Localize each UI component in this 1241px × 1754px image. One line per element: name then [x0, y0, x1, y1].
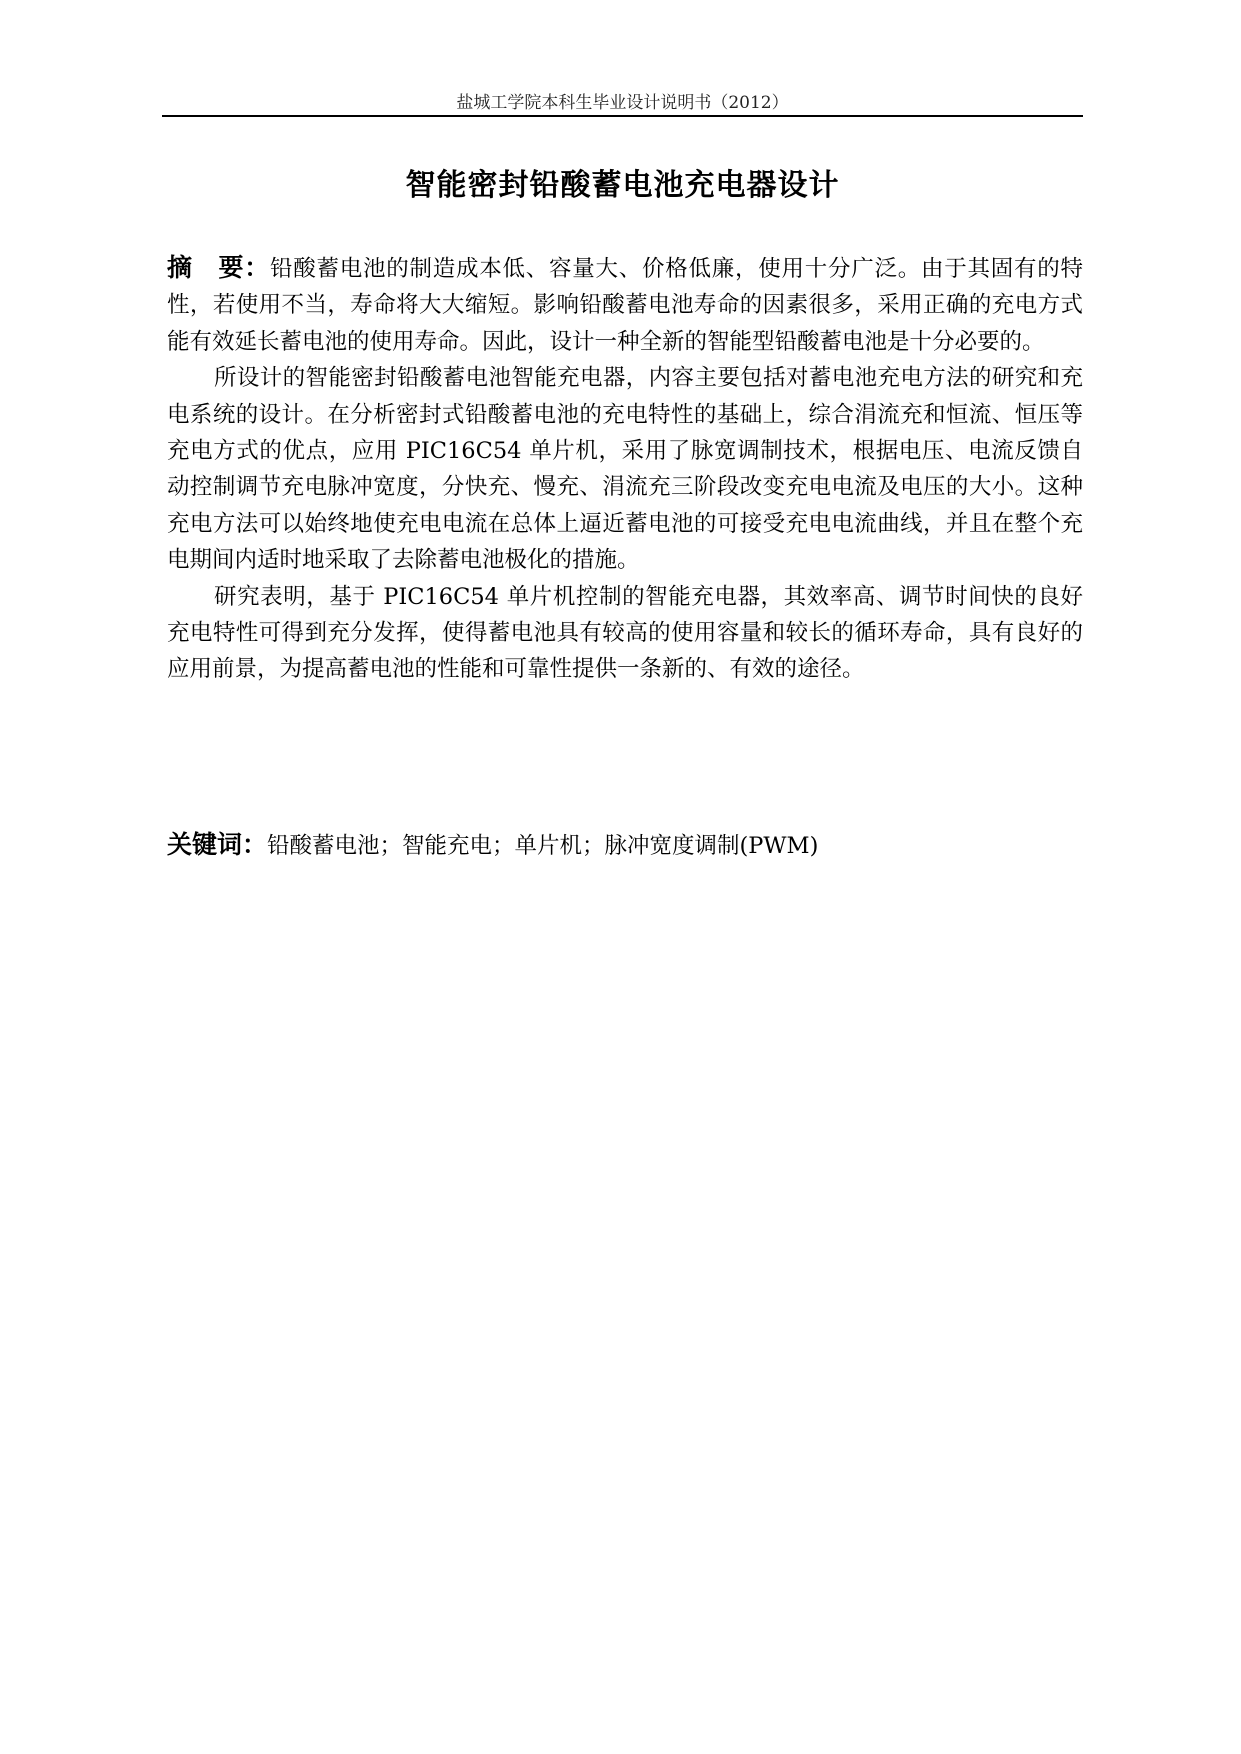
keywords-text: 铅酸蓄电池；智能充电；单片机；脉冲宽度调制(PWM): [267, 833, 819, 859]
abstract-text-1: 铅酸蓄电池的制造成本低、容量大、价格低廉，使用十分广泛。由于其固有的特性，若使用不当，寿命将大大缩短。影响铅酸蓄电池寿命的因素很多，采用正确的充电方式能有效延长蓄电池的使用寿命。因此，设计一种全新的智能型铅酸蓄电池是十分必要的。: [167, 256, 1083, 355]
running-header: 盐城工学院本科生毕业设计说明书（2012）: [456, 93, 789, 113]
abstract-paragraph-1: [167, 250, 1083, 360]
header-divider: [162, 115, 1083, 117]
abstract-paragraph-2: 所设计的智能密封铅酸蓄电池智能充电器，内容主要包括对蓄电池充电方法的研究和充电系统的设计。在分析密封式铅酸蓄电池的充电特性的基础上，综合涓流充和恒流、恒压等充电方式的优点，应用 PIC16C54 单片机，采用了脉宽调制技术，根据电压、电流反馈自动控制调节充电脉冲宽度，分快充、慢充、涓流充三阶段改变充电电流及电压的大小。这种充电方法可以始终地使充电电流在总体上逼近蓄电池的可接受充电电流曲线，并且在整个充电期间内适时地采取了去除蓄电池极化的措施。: [167, 365, 1083, 574]
abstract-section: [167, 250, 1083, 688]
keywords-label: 关键词：: [167, 830, 268, 859]
abstract-paragraph-3: 研究表明，基于 PIC16C54 单片机控制的智能充电器，其效率高、调节时间快的良好充电特性可得到充分发挥，使得蓄电池具有较高的使用容量和较长的循环寿命，具有良好的应用前景，为提高蓄电池的性能和可靠性提供一条新的、有效的途径。: [167, 583, 1083, 683]
document-title: 智能密封铅酸蓄电池充电器设计: [405, 168, 840, 203]
keywords-section: [167, 827, 1083, 864]
abstract-label: 摘 要：: [167, 253, 270, 282]
